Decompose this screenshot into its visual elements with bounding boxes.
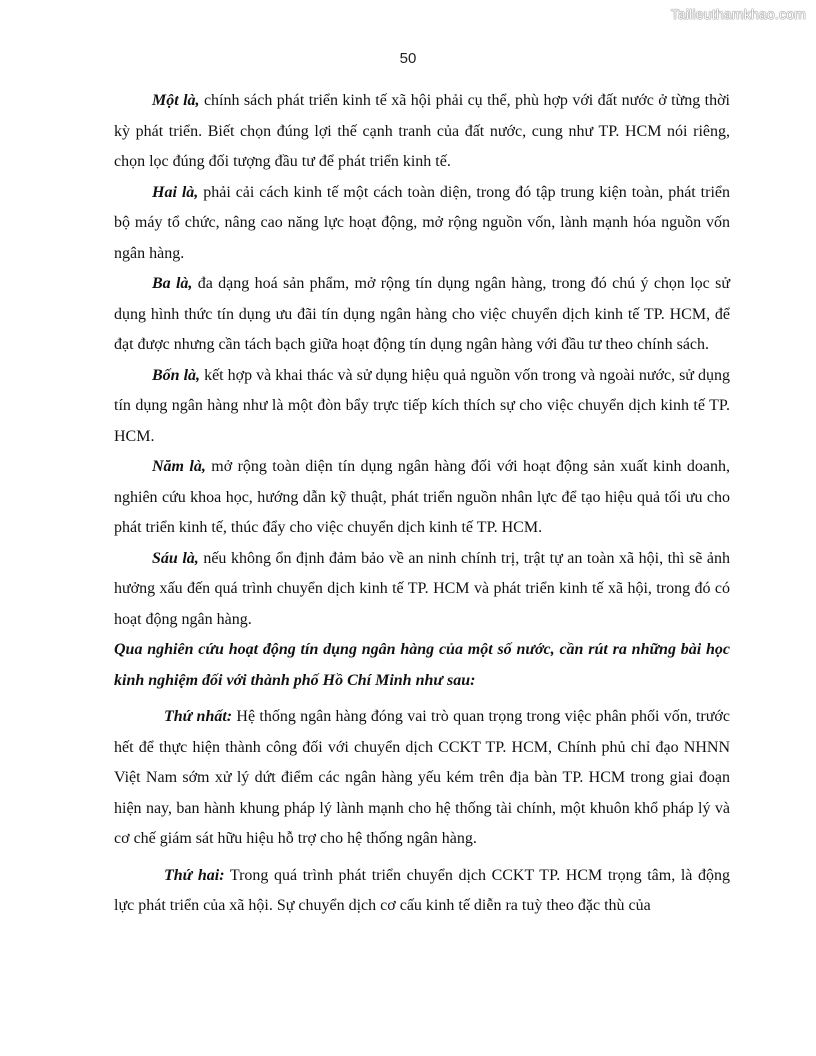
lesson-lead: Thứ nhất:: [164, 708, 233, 725]
lesson-thu-nhat: [114, 702, 730, 855]
paragraph-nam-la: [114, 452, 730, 544]
paragraph-text: nếu không ổn định đảm bảo về an ninh chính trị, trật tự an toàn xã hội, thì sẽ ảnh hưởng xấu đến quá trình chuyển dịch kinh tế TP. HCM và phát triển kinh tế xã hội, trong đó có hoạt động ngân hàng.: [114, 549, 730, 628]
lesson-text: Trong quá trình phát triển chuyển dịch CCKT TP. HCM trọng tâm, là động lực phát triển của xã hội. Sự chuyển dịch cơ cấu kinh tế diễn ra tuỳ theo đặc thù của: [114, 866, 730, 914]
paragraph-text: phải cải cách kinh tế một cách toàn diện, trong đó tập trung kiện toàn, phát triển bộ máy tổ chức, nâng cao năng lực hoạt động, mở rộng nguồn vốn, lành mạnh hóa nguồn vốn ngân hàng.: [114, 183, 730, 262]
lesson-text: Hệ thống ngân hàng đóng vai trò quan trọng trong việc phân phối vốn, trước hết để thực hiện thành công đối với chuyển dịch CCKT TP. HCM, Chính phủ chỉ đạo NHNN Việt Nam sớm xử lý dứt điểm các ngân hàng yếu kém trên địa bàn TP. HCM trong giai đoạn hiện nay, ban hành khung pháp lý lành mạnh cho hệ thống tài chính, một khuôn khổ pháp lý và cơ chế giám sát hữu hiệu hỗ trợ cho hệ thống ngân hàng.: [114, 708, 730, 847]
lesson-lead: Thứ hai:: [164, 866, 225, 884]
document-body: [114, 86, 730, 922]
paragraph-lead: Ba là,: [152, 275, 193, 292]
page-number: 50: [399, 50, 417, 67]
lesson-thu-hai: [114, 861, 730, 922]
lessons-heading: Qua nghiên cứu hoạt động tín dụng ngân hàng của một số nước, cần rút ra những bài học kinh nghiệm đối với thành phố Hồ Chí Minh như sau:: [114, 641, 730, 689]
paragraph-text: mở rộng toàn diện tín dụng ngân hàng đối với hoạt động sản xuất kinh doanh, nghiên cứu khoa học, hướng dẫn kỹ thuật, phát triển nguồn nhân lực để tạo hiệu quả tối ưu cho phát triển kinh tế, thúc đẩy cho việc chuyển dịch kinh tế TP. HCM.: [114, 458, 730, 536]
paragraph-lead: Hai là,: [152, 183, 199, 201]
paragraph-lead: Năm là,: [152, 458, 206, 475]
paragraph-text: kết hợp và khai thác và sử dụng hiệu quả nguồn vốn trong và ngoài nước, sử dụng tín dụng ngân hàng như là một đòn bẩy trực tiếp kích thích sự cho việc chuyển dịch kinh tế TP. HCM.: [114, 366, 730, 445]
paragraph-bon-la: [114, 361, 730, 453]
paragraph-hai-la: [114, 178, 730, 270]
paragraph-ba-la: [114, 269, 730, 361]
watermark: Tailieuthamkhao.com: [670, 6, 806, 22]
paragraph-mot-la: [114, 86, 730, 178]
paragraph-text: đa dạng hoá sản phẩm, mở rộng tín dụng ngân hàng, trong đó chú ý chọn lọc sử dụng hình thức tín dụng ưu đãi tín dụng ngân hàng cho việc chuyển dịch kinh tế TP. HCM, để đạt được nhưng cần tách bạch giữa hoạt động tín dụng ngân hàng với đầu tư theo chính sách.: [114, 275, 730, 353]
paragraph-lead: Một là,: [152, 92, 200, 109]
paragraph-lead: Bốn là,: [152, 366, 201, 384]
paragraph-lead: Sáu là,: [152, 549, 199, 567]
paragraph-text: chính sách phát triển kinh tế xã hội phải cụ thể, phù hợp với đất nước ở từng thời kỳ phát triển. Biết chọn đúng lợi thế cạnh tranh của đất nước, cung như TP. HCM nói riêng, chọn lọc đúng đối tượng đầu tư để phát triển kinh tế.: [114, 92, 730, 170]
paragraph-sau-la: [114, 544, 730, 636]
